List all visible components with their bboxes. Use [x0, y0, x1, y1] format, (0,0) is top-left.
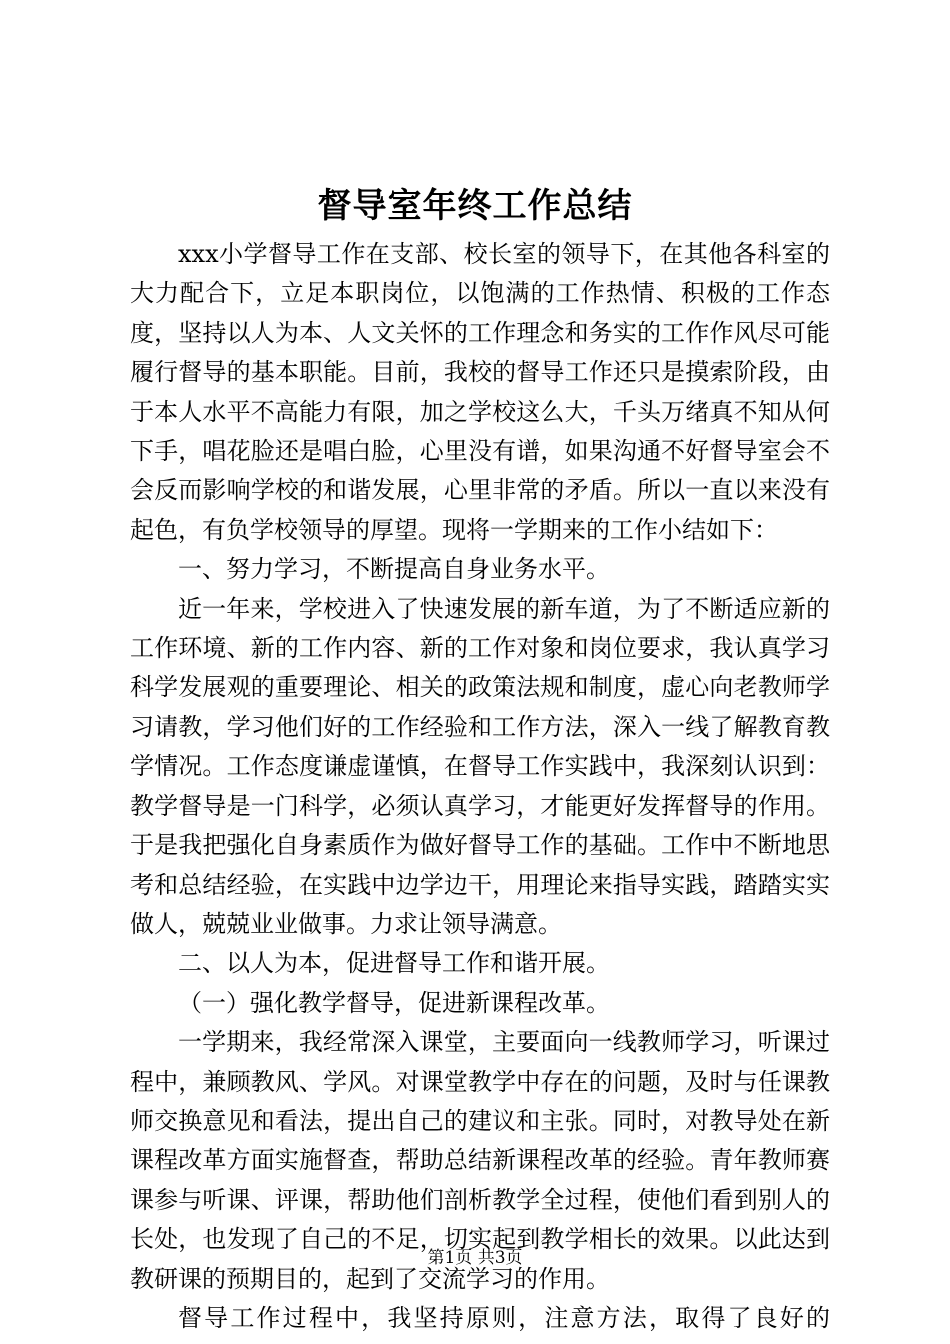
paragraph-intro: xxx小学督导工作在支部、校长室的领导下，在其他各科室的大力配合下，立足本职岗位，以饱满的工作热情、积极的工作态度，坚持以人为本、人文关怀的工作理念和务实的工作作风尽可能履行督导的基本职能。目前，我校的督导工作还只是摸索阶段，由于本人水平不高能力有限，加之学校这么大，千头万绪真不知从何下手，唱花脸还是唱白脸，心里没有谱，如果沟通不好督导室会不会反而影响学校的和谐发展，心里非常的矛盾。所以一直以来没有起色，有负学校领导的厚望。现将一学期来的工作小结如下： — [130, 240, 830, 544]
paragraph-subsection-1: 一学期来，我经常深入课堂，主要面向一线教师学习，听课过程中，兼顾教风、学风。对课堂教学中存在的问题，及时与任课教师交换意见和看法，提出自己的建议和主张。同时，对教导处在新课程改革方面实施督查，帮助总结新课程改革的经验。青年教师赛课参与听课、评课，帮助他们剖析教学全过程，使他们看到别人的长处，也发现了自己的不足，切实起到教学相长的效果。以此达到教研课的预期目的，起到了交流学习的作用。 — [130, 1028, 830, 1293]
paragraph-continuation: 督导工作过程中，我坚持原则，注意方法，取得了良好的 — [178, 1303, 830, 1332]
heading-subsection-1: （一）强化教学督导，促进新课程改革。 — [178, 988, 610, 1017]
heading-section-1: 一、努力学习，不断提高自身业务水平。 — [178, 555, 610, 584]
document-title: 督导室年终工作总结 — [317, 186, 633, 226]
heading-section-2: 二、以人为本，促进督导工作和谐开展。 — [178, 949, 610, 978]
paragraph-section-1: 近一年来，学校进入了快速发展的新车道，为了不断适应新的工作环境、新的工作内容、新的工作对象和岗位要求，我认真学习科学发展观的重要理论、相关的政策法规和制度，虚心向老教师学习请教，学习他们好的工作经验和工作方法，深入一线了解教育教学情况。工作态度谦虚谨慎，在督导工作实践中，我深刻认识到：教学督导是一门科学，必须认真学习，才能更好发挥督导的作用。于是我把强化自身素质作为做好督导工作的基础。工作中不断地思考和总结经验，在实践中边学边干，用理论来指导实践，踏踏实实做人，兢兢业业做事。力求让领导满意。 — [130, 594, 830, 938]
page-footer: 第1页 共3页 — [427, 1248, 523, 1268]
document-body — [130, 235, 830, 1338]
